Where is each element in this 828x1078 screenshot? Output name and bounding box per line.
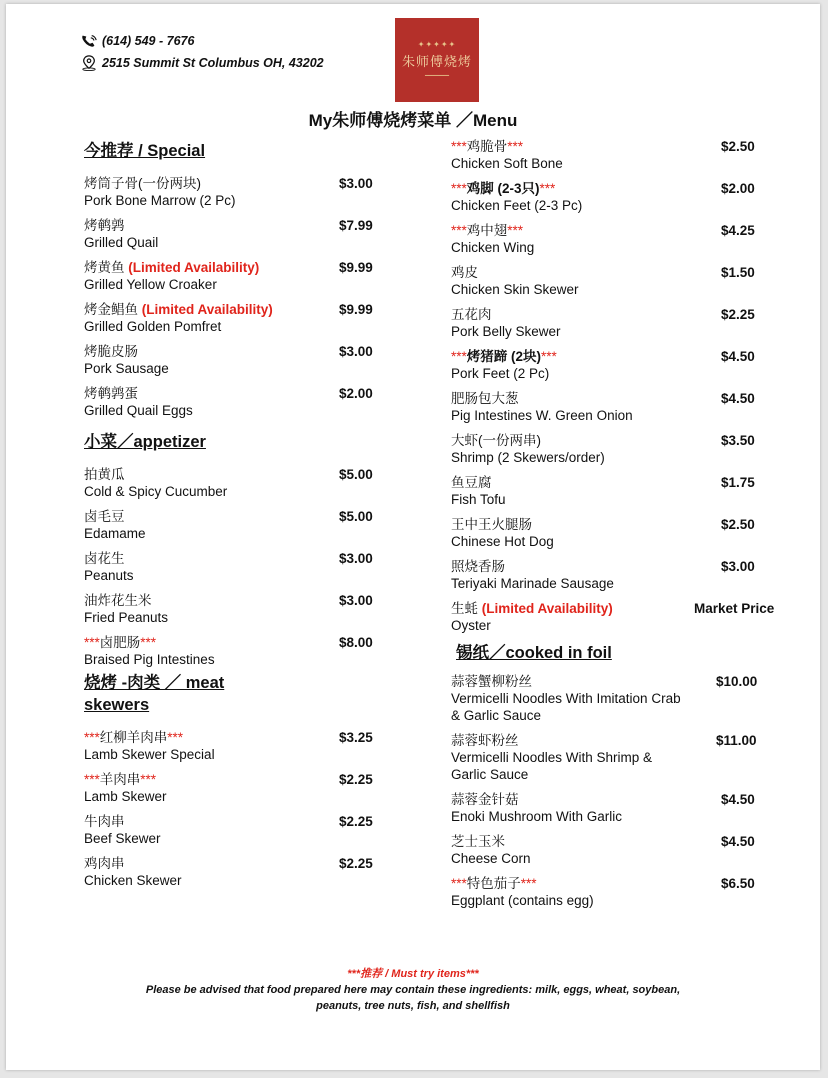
menu-item: 牛肉串 Beef Skewer $2.25 — [84, 814, 373, 846]
section-heading-special: 今推荐 / Special — [84, 142, 206, 160]
menu-item: 油炸花生米 Fried Peanuts $3.00 — [84, 593, 373, 625]
menu-item: ***鸡脚 (2-3只)*** Chicken Feet (2-3 Pc) $2.00 — [451, 181, 755, 213]
logo-lettering: 朱师傅烧烤 — [401, 55, 472, 70]
phone-number: (614) 549 - 7676 — [102, 34, 195, 48]
menu-item: 拍黄瓜 Cold & Spicy Cucumber $5.00 — [84, 467, 373, 499]
menu-item: 卤花生 Peanuts $3.00 — [84, 551, 373, 583]
menu-item: ***鸡中翅*** Chicken Wing $4.25 — [451, 223, 755, 255]
menu-item: 烤金鲳鱼 (Limited Availability) Grilled Golden Pomfret $9.99 — [84, 302, 373, 334]
menu-item: 烤黄鱼 (Limited Availability) Grilled Yellow Croaker $9.99 — [84, 260, 373, 292]
section-heading-foil: 锡纸／cooked in foil — [456, 644, 612, 662]
menu-item: 蒜蓉虾粉丝 Vermicelli Noodles With Shrimp & Garlic Sauce $11.00 — [451, 733, 757, 782]
limited-availability-note: (Limited Availability) — [128, 260, 260, 275]
menu-item: 生蚝 (Limited Availability) Oyster Market Price — [451, 601, 775, 633]
menu-item: ***羊肉串*** Lamb Skewer $2.25 — [84, 772, 373, 804]
contact-info — [80, 30, 324, 74]
menu-item: 烤鹌鹑 Grilled Quail $7.99 — [84, 218, 373, 250]
phone-row — [80, 30, 324, 52]
address-row — [80, 52, 324, 74]
location-pin-icon — [80, 55, 98, 71]
restaurant-logo — [395, 18, 479, 102]
limited-availability-note: (Limited Availability) — [481, 601, 613, 616]
section-heading-appetizer: 小菜／appetizer — [84, 433, 206, 451]
menu-item: ***鸡脆骨*** Chicken Soft Bone $2.50 — [451, 139, 755, 171]
menu-item: 烤筒子骨(一份两块) Pork Bone Marrow (2 Pc) $3.00 — [84, 176, 373, 208]
page-title: My朱师傅烧烤菜单 ／Menu — [308, 111, 518, 130]
menu-item: 烤脆皮肠 Pork Sausage $3.00 — [84, 344, 373, 376]
phone-icon — [80, 33, 98, 49]
logo-ornament-icon: ━━━━━━━━ — [424, 73, 450, 79]
menu-item: 烤鹌鹑蛋 Grilled Quail Eggs $2.00 — [84, 386, 373, 418]
menu-item: 蒜蓉金针菇 Enoki Mushroom With Garlic $4.50 — [451, 792, 755, 824]
menu-item: 蒜蓉蟹柳粉丝 Vermicelli Noodles With Imitation Crab & Garlic Sauce $10.00 — [451, 674, 758, 723]
logo-crown-icon: ✦✦✦✦✦ — [417, 40, 457, 49]
menu-item: 王中王火腿肠 Chinese Hot Dog $2.50 — [451, 517, 755, 549]
menu-item: ***红柳羊肉串*** Lamb Skewer Special $3.25 — [84, 730, 373, 762]
menu-item: 鱼豆腐 Fish Tofu $1.75 — [451, 475, 755, 507]
allergy-notice: Please be advised that food prepared here may contain these ingredients: milk, eggs, wheat, soybean, peanuts, tree nuts, fish, and shellfish — [145, 984, 681, 1012]
must-try-note: ***推荐 / Must try items*** — [347, 968, 479, 980]
menu-page — [6, 4, 820, 1070]
menu-item: ***特色茄子*** Eggplant (contains egg) $6.50 — [451, 876, 755, 908]
menu-item: 大虾(一份两串) Shrimp (2 Skewers/order) $3.50 — [451, 433, 755, 465]
menu-item: ***卤肥肠*** Braised Pig Intestines $8.00 — [84, 635, 373, 667]
section-heading-meat-skewers: 烧烤 -肉类 ／ meat skewers — [84, 674, 225, 714]
menu-item: 鸡皮 Chicken Skin Skewer $1.50 — [451, 265, 755, 297]
address-text: 2515 Summit St Columbus OH, 43202 — [102, 56, 324, 70]
menu-item: 肥肠包大葱 Pig Intestines W. Green Onion $4.50 — [451, 391, 755, 423]
limited-availability-note: (Limited Availability) — [141, 302, 273, 317]
menu-item: 鸡肉串 Chicken Skewer $2.25 — [84, 856, 373, 888]
menu-item: 芝士玉米 Cheese Corn $4.50 — [451, 834, 755, 866]
right-column — [451, 132, 791, 909]
left-column — [84, 132, 384, 889]
menu-item: ***烤猪蹄 (2块)*** Pork Feet (2 Pc) $4.50 — [451, 349, 755, 381]
menu-item: 卤毛豆 Edamame $5.00 — [84, 509, 373, 541]
menu-item: 照烧香肠 Teriyaki Marinade Sausage $3.00 — [451, 559, 755, 591]
menu-item: 五花肉 Pork Belly Skewer $2.25 — [451, 307, 755, 339]
footer — [6, 966, 820, 1014]
